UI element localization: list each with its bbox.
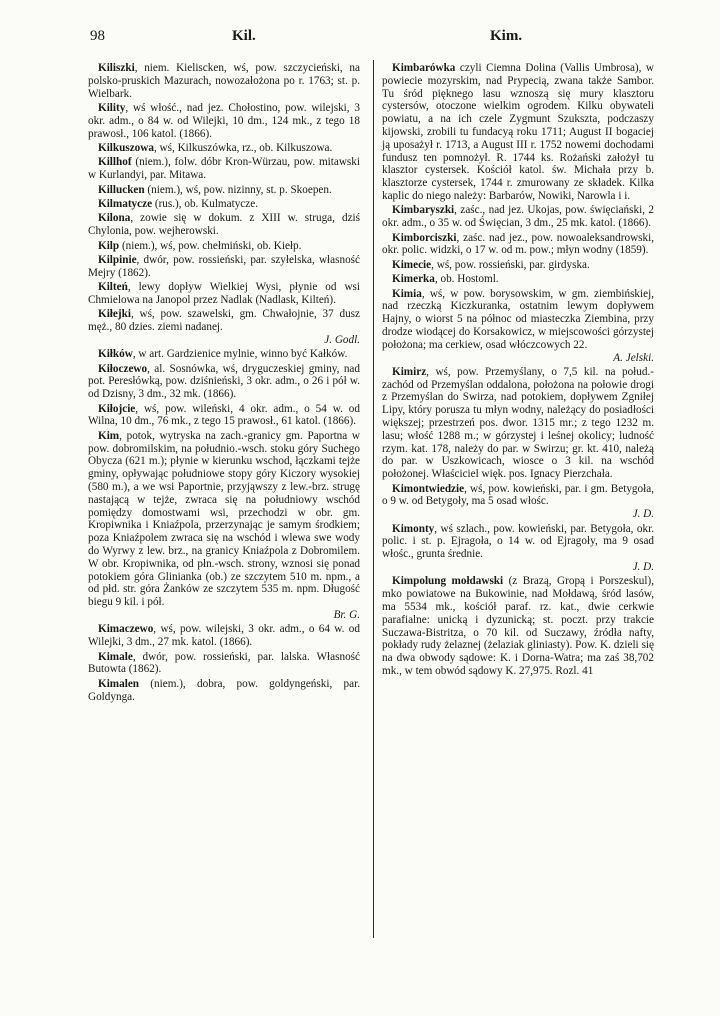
entry-headword: Kimborciszki — [392, 231, 457, 244]
entry-text: , dwór, pow. rossieński, par. szyłelska, własność Mejry (1862). — [88, 253, 360, 279]
entry-signature: J. Godl. — [324, 333, 360, 346]
entry-headword: Kiłojcie — [98, 402, 136, 415]
entry-signature: Br. G. — [333, 608, 360, 621]
entry-headword: Killucken — [98, 183, 145, 196]
dictionary-entry — [88, 651, 360, 677]
entry-headword: Kilp — [98, 239, 120, 252]
dictionary-entry — [382, 62, 654, 203]
entry-headword: Kimaczewo — [98, 623, 154, 636]
dictionary-entry — [88, 240, 360, 253]
entry-text: (niem.), wś, pow. nizinny, st. p. Skoepen. — [144, 183, 332, 196]
entry-text: , zaśc. nad jez., pow. nowoaleksandrowski, okr. polic. widzki, o 17 w. od m. pow.; młyn wodny (1859). — [382, 231, 654, 257]
entry-text: (z Brazą, Gropą i Porszeskul), mko powiatowe na Bukowinie, nad Mołdawą, śród lasów, ma 5534 mk., kościół paraf. rz. kat., dwie cerkwie parafialne: unicką i dyzunicką; st. poczt. przy trakcie Suczawa-Bistritza, o 70 kil. od Suczawy, źródła nafty, pokłady rudy żelaznej (żelaziak gliniasty). Pow. K. dzieli się na dwa obwody sądowe: K. i Dorna-Watra; ma zaś 38,702 mk., w tem obwód sądowy K. 27,975. Rozl. 41 — [382, 575, 654, 677]
entry-headword: Kimale — [98, 650, 133, 663]
entry-headword: Kimirz — [392, 365, 427, 378]
entry-headword: Kility — [98, 101, 126, 114]
dictionary-entry — [382, 483, 654, 521]
dictionary-entry — [88, 308, 360, 346]
entry-text: , wś, pow. kowieński, par. i gm. Betygoła, o 9 w. od Betygoły, ma 5 osad włośc. — [382, 482, 654, 508]
entry-text: , wś, w pow. borysowskim, w gm. ziembińskiej, nad rzeczką Kiczkuranka, ostatnim lewym dopływem Hajny, o wiorst 5 na północ od miasteczka Ziembina, przy drodze wiodącej do Korsakowicz, w miejscowości górzystej położona; ma cerkiew, osad włóczcowych 22. — [382, 287, 654, 351]
entry-text: , zaśc., nad jez. Ukojas, pow. święciański, 2 okr. adm., o 35 w. od Święcian, 3 dm., 25 mk. katol. (1866). — [382, 204, 654, 230]
entry-text: , potok, wytryska na zach.-granicy gm. Paportna w pow. dobromilskim, na południo.-wsch. stoku góry Suchego Obycza (621 m.); płynie w kierunku wschod, łączkami tejże gminy, opływając południowe stopy góry Kiczory wysokiej (580 m.), a we wsi Paportnie, przyjąwszy z lew.-brz. strugę nastającą w tejże, zwraca się na południowy wschód pomiędzy domostwami wsi, przechodzi w obr. gm. Kropiwnika i Kniaźpola, przerzynając je samym środkiem; poza Kniaźpolem zwraca się na wschód i wlewa swe wody do Wyrwy z lew. brz., na granicy Kniaźpola z Dobromilem. W obr. Kropiwnika, od płn.-wsch. strony, wznosi się ponad potokiem góra Glinianka (ob.) ze szczytem 510 m. npm., a od płd. str. góra Żanków ze szczytem 535 m. npm. Długość biegu 9 kil. i pół. — [88, 429, 360, 609]
dictionary-entry — [382, 366, 654, 481]
entry-text: , dwór, pow. rossieński, par. lalska. Własność Butowta (1862). — [88, 650, 360, 676]
entry-headword: Kimerka — [392, 273, 435, 286]
entry-headword: Kilmatycze — [98, 197, 153, 210]
entry-headword: Kimia — [392, 287, 422, 300]
entry-headword: Kilpinie — [98, 253, 137, 266]
column-divider — [373, 60, 374, 938]
entry-text: , wś, pow. Przemyślany, o 7,5 kil. na połud.-zachód od Przemyślan oddalona, położona na połowie drogi z Przemyślan do Swirza, nad potokiem, dopływem Zgniłej Lipy, który porusza tu młyn wodny, należący do posiadłości większej; przestrzeń pos. dwor. 1315 mr.; z tego 1232 m. lasu; włość 1288 m.; w górzystej i leśnej okolicy; ludność rzym. kat. 178, należy do par. w Swirzu; gr. kt. 410, należą do par. w Uszkowicach, wiosce o 3 kil. na wschód położonej. Właściciel więk. pos. Ignacy Pierzchała. — [382, 365, 654, 481]
entry-text: , wś szlach., pow. kowieński, par. Betygoła, okr. polic. i st. p. Ejragoła, o 14 w. od Ejragoły, ma 9 osad włośc., grunta średnie. — [382, 522, 654, 561]
dictionary-entry — [88, 102, 360, 140]
entry-text: , wś, pow. rossieński, par. girdyska. — [431, 258, 590, 271]
entry-headword: Kilkuszowa — [98, 141, 154, 154]
entry-headword: Kiliszki — [98, 62, 135, 74]
dictionary-entry — [382, 575, 654, 677]
entry-headword: Kilona — [98, 212, 131, 225]
entry-text: czyli Ciemna Dolina (Vallis Umbrosa), w powiecie mozyrskim, nad Prypecią, zwana także Sambor. Tu śród pięknego lasu wznoszą się mury klasztoru cystersów, otoczone wielkim ogrodem. Kilku obywateli powiatu, a na ich czele Zygmunt Szukszta, podczaszy kijowski, zrobili tu fundacyą roku 1711; August II bogaciej ją uposażył r. 1713, a August III r. 1752 nowemi dochodami fundusz ten pomnożył. R. 1744 ks. Rożański założył tu klasztor cystersek. Kościół katol. św. Michała przy b. klasztorze cystersek, 1744 r. zmurowany ze składek. Kilka kaplic do niego należy: Barbarów, Nowiki, Narowla i i. — [382, 62, 654, 202]
dictionary-entry — [88, 403, 360, 429]
entry-text: , wś, pow. szawelski, gm. Chwałojnie, 37 dusz męż., 80 dzies. ziemi nadanej. — [88, 308, 360, 334]
entry-headword: Kiłoczewo — [98, 362, 148, 375]
entry-headword: Kilteń — [98, 281, 128, 294]
entry-text: (niem.), dobra, pow. goldyngeński, par. Goldynga. — [88, 677, 360, 703]
entry-signature: J. D. — [632, 508, 654, 521]
entry-text: , w art. Gardzienice mylnie, winno być Kałków. — [132, 348, 348, 361]
page-header — [90, 28, 654, 50]
dictionary-entry — [382, 273, 654, 286]
left-column — [88, 62, 360, 705]
left-running-head: Kil. — [232, 28, 256, 44]
entry-text: , wś, pow. wilejski, 3 okr. adm., o 64 w. od Wilejki, 3 dm., 27 mk. katol. (1866). — [88, 623, 360, 649]
dictionary-entry — [88, 430, 360, 622]
entry-text: , wś, Kilkuszówka, rz., ob. Kilkuszowa. — [153, 141, 333, 154]
entry-headword: Kiłków — [98, 348, 133, 361]
entry-headword: Kimecie — [392, 258, 432, 271]
entry-headword: Kimpolung mołdawski — [392, 575, 504, 588]
right-running-head: Kim. — [490, 28, 523, 44]
entry-text: , wś włość., nad jez. Chołostino, pow. wilejski, 3 okr. adm., o 84 w. od Wilejki, 10 dm., 124 mk., z tego 18 prawosł., 106 katol. (1866). — [88, 101, 360, 140]
dictionary-entry — [88, 348, 360, 361]
entry-text: (niem.), folw. dóbr Kron-Würzau, pow. mitawski w Kurlandyi, par. Mitawa. — [88, 156, 360, 182]
entry-text: , ob. Hostoml. — [434, 273, 499, 286]
entry-signature: A. Jelski. — [613, 351, 654, 364]
entry-headword: Killhof — [98, 156, 132, 169]
entry-headword: Kimbaryszki — [392, 204, 455, 217]
dictionary-entry — [88, 142, 360, 155]
dictionary-entry — [88, 198, 360, 211]
dictionary-entry — [382, 259, 654, 272]
right-column — [382, 62, 654, 679]
page-number: 98 — [90, 28, 105, 44]
dictionary-entry — [88, 156, 360, 182]
entry-headword: Kim — [98, 429, 120, 442]
dictionary-entry — [88, 363, 360, 401]
entry-text: , niem. Kieliscken, wś, pow. szczycieński, na polsko-pruskich Mazurach, nowozałożona po r. 1763; st. p. Wielbark. — [88, 62, 360, 100]
entry-signature: J. D. — [632, 561, 654, 574]
entry-text: (niem.), wś, pow. chełmiński, ob. Kiełp. — [119, 239, 302, 252]
dictionary-entry — [88, 678, 360, 704]
dictionary-entry — [382, 232, 654, 258]
dictionary-entry — [88, 623, 360, 649]
entry-text: , wś, pow. wileński, 4 okr. adm., o 54 w. od Wilna, 10 dm., 76 mk., z tego 15 prawosł., 61 katol. (1866). — [88, 402, 360, 428]
dictionary-entry — [88, 184, 360, 197]
entry-headword: Kimontwiedzie — [392, 482, 465, 495]
entry-headword: Kimonty — [392, 522, 435, 535]
entry-text: , lewy dopływ Wielkiej Wysi, płynie od wsi Chmielowa na Janopol przez Nadlak (Nadlask, Kilteń). — [88, 281, 360, 306]
dictionary-entry — [88, 254, 360, 280]
dictionary-entry — [88, 281, 360, 307]
entry-headword: Kimalen — [98, 677, 140, 690]
dictionary-entry — [382, 204, 654, 230]
entry-headword: Kiłejki — [98, 308, 131, 321]
dictionary-entry — [382, 288, 654, 365]
entry-text: , al. Sosnówka, wś, dryguczeskiej gminy, nad pot. Peresłówką, pow. dziśnieński, 3 okr. adm., o 26 i pół w. od Dzisny, 3 dm., 32 mk. (1866). — [88, 362, 360, 401]
entry-headword: Kimbarówka — [392, 62, 456, 74]
dictionary-entry — [88, 212, 360, 238]
dictionary-entry — [382, 523, 654, 574]
entry-text: , zowie się w dokum. z XIII w. struga, dziś Chylonia, pow. wejherowski. — [88, 212, 360, 238]
dictionary-entry — [88, 62, 360, 100]
entry-text: (rus.), ob. Kulmatycze. — [152, 197, 258, 210]
